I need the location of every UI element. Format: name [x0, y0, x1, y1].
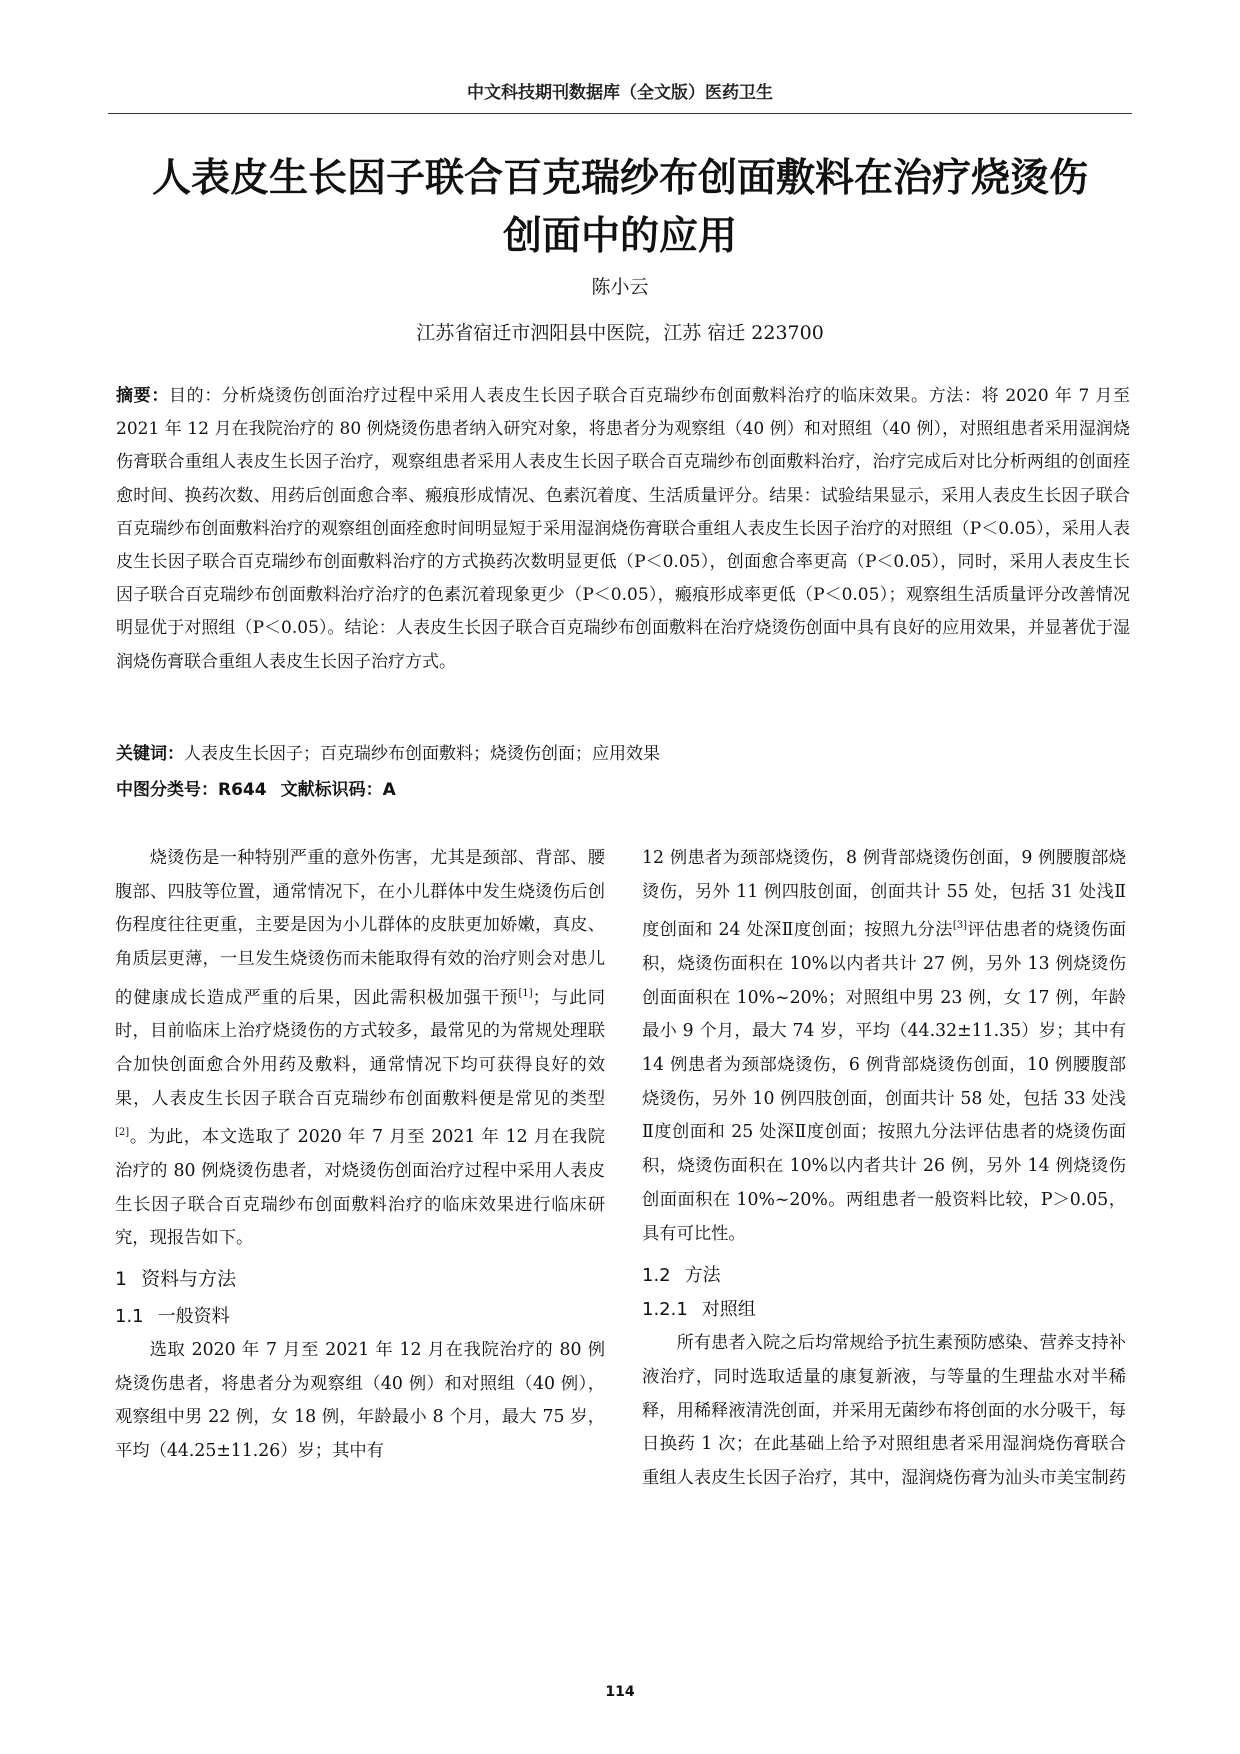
citation-1: [1]: [518, 987, 533, 999]
right-column: [642, 842, 1126, 1496]
section-1-title: 资料与方法: [141, 1267, 237, 1290]
section-1-2-title: 方法: [684, 1265, 721, 1287]
section-1-2-1-number: 1.2.1: [642, 1299, 688, 1321]
keywords-label: 关键词：: [116, 744, 184, 764]
clc-label: 中图分类号：: [116, 780, 218, 800]
general-data-text-1: 12 例患者为颈部烧烫伤，8 例背部烧烫伤创面，9 例腰腹部烧烫伤，另外 11 例四肢创面，创面共计 55 处，包括 31 处浅Ⅱ度创面和 24 处深Ⅱ度创面；按照九分法: [642, 848, 1126, 941]
section-1-2-1-title: 对照组: [701, 1299, 756, 1321]
section-1-number: 1: [115, 1267, 128, 1290]
section-1-1-heading: [115, 1300, 605, 1334]
journal-header: 中文科技期刊数据库（全文版）医药卫生: [467, 83, 773, 103]
abstract-label: 摘要：: [116, 386, 169, 406]
left-column: [115, 842, 605, 1469]
control-group-method-paragraph: 所有患者入院之后均常规给予抗生素预防感染、营养支持补液治疗，同时选取适量的康复新液，与等量的生理盐水对半稀释，用稀释液清洗创面，并采用无菌纱布将创面的水分吸干，每日换药 1 次；在此基础上给予对照组患者采用湿润烧伤膏联合重组人表皮生长因子治疗，其中，湿润烧伤膏为汕头市美宝制药: [642, 1333, 1126, 1489]
abstract-text: 目的：分析烧烫伤创面治疗过程中采用人表皮生长因子联合百克瑞纱布创面敷料治疗的临床效果。方法：将 2020 年 7 月至 2021 年 12 月在我院治疗的 80 例烧烫伤患者纳入研究对象，将患者分为观察组（40 例）和对照组（40 例），对照组患者采用湿润烧伤膏联合重组人表皮生长因子治疗，观察组患者采用人表皮生长因子联合百克瑞纱布创面敷料治疗，治疗完成后对比分析两组的创面痊愈时间、换药次数、用药后创面愈合率、瘢痕形成情况、色素沉着度、生活质量评分。结果：试验结果显示，采用人表皮生长因子联合百克瑞纱布创面敷料治疗的观察组创面痊愈时间明显短于采用湿润烧伤膏联合重组人表皮生长因子治疗的对照组（P＜0.05），采用人表皮生长因子联合百克瑞纱布创面敷料治疗的方式换药次数明显更低（P＜0.05），创面愈合率更高（P＜0.05），同时，采用人表皮生长因子联合百克瑞纱布创面敷料治疗治疗的色素沉着现象更少（P＜0.05），瘢痕形成率更低（P＜0.05）；观察组生活质量评分改善情况明显优于对照组（P＜0.05）。结论：人表皮生长因子联合百克瑞纱布创面敷料在治疗烧烫伤创面中具有良好的应用效果，并显著优于湿润烧伤膏联合重组人表皮生长因子治疗方式。: [116, 386, 1130, 672]
intro-text-2: ；与此同时，目前临床上治疗烧烫伤的方式较多，最常见的为常规处理联合加快创面愈合外用药及敷料，通常情况下均可获得良好的效果，人表皮生长因子联合百克瑞纱布创面敷料便是常见的类型: [115, 987, 605, 1109]
article-title: [100, 150, 1140, 266]
section-1-1-title: 一般资料: [157, 1305, 230, 1327]
general-data-text-2: 评估患者的烧烫伤面积，烧烫伤面积在 10%以内者共计 27 例，另外 13 例烧烫伤创面面积在 10%~20%；对照组中男 23 例，女 17 例，年龄最小 9 个月，最大 74 岁，平均（44.32±11.35）岁；其中有 14 例患者为颈部烧烫伤，6 例背部烧烫伤创面，10 例腰腹部烧烫伤，另外 10 例四肢创面，创面共计 58 处，包括 33 处浅Ⅱ度创面和 25 处深Ⅱ度创面；按照九分法评估患者的烧烫伤面积，烧烫伤面积在 10%以内者共计 26 例，另外 14 例烧烫伤创面面积在 10%~20%。两组患者一般资料比较，P＞0.05，具有可比性。: [642, 920, 1126, 1244]
section-1-2-1-heading: [642, 1293, 1126, 1327]
author-name: 陈小云: [591, 276, 649, 298]
citation-3: [3]: [952, 920, 967, 932]
doc-code-value: A: [382, 780, 396, 800]
doc-code-label: 文献标识码：: [280, 780, 383, 800]
abstract: [116, 380, 1130, 679]
title-line-2: 创面中的应用: [502, 214, 737, 259]
section-1-2-heading: [642, 1259, 1126, 1293]
general-data-paragraph: 选取 2020 年 7 月至 2021 年 12 月在我院治疗的 80 例烧烫伤患者，将患者分为观察组（40 例）和对照组（40 例），观察组中男 22 例，女 18 例，年龄最小 8 个月，最大 75 岁，平均（44.25±11.26）岁；其中有: [115, 1339, 605, 1462]
author-affiliation: 江苏省宿迁市泗阳县中医院，江苏 宿迁 223700: [416, 322, 824, 344]
intro-paragraph: [115, 842, 605, 1256]
page-number: 114: [605, 1684, 635, 1700]
header-divider: [108, 113, 1132, 114]
intro-text-3: 。为此，本文选取了 2020 年 7 月至 2021 年 12 月在我院治疗的 80 例烧烫伤患者，对烧烫伤创面治疗过程中采用人表皮生长因子联合百克瑞纱布创面敷料治疗的临床效果进行临床研究，现报告如下。: [115, 1127, 605, 1249]
citation-2: [2]: [115, 1127, 130, 1139]
clc-value: R644: [218, 780, 267, 800]
general-data-continued: [642, 842, 1126, 1251]
keywords: [116, 740, 1130, 768]
section-1-2-number: 1.2: [642, 1265, 671, 1287]
section-1-heading: [115, 1262, 605, 1296]
title-line-1: 人表皮生长因子联合百克瑞纱布创面敷料在治疗烧烫伤: [151, 156, 1088, 201]
intro-text-1: 烧烫伤是一种特别严重的意外伤害，尤其是颈部、背部、腰腹部、四肢等位置，通常情况下，在小儿群体中发生烧烫伤后创伤程度往往更重，主要是因为小儿群体的皮肤更加娇嫩，真皮、角质层更薄，一旦发生烧烫伤而未能取得有效的治疗则会对患儿的健康成长造成严重的后果，因此需积极加强干预: [115, 848, 605, 1008]
section-1-1-number: 1.1: [115, 1305, 144, 1327]
keywords-text: 人表皮生长因子；百克瑞纱布创面敷料；烧烫伤创面；应用效果: [184, 744, 660, 764]
classification-line: [116, 776, 1130, 804]
